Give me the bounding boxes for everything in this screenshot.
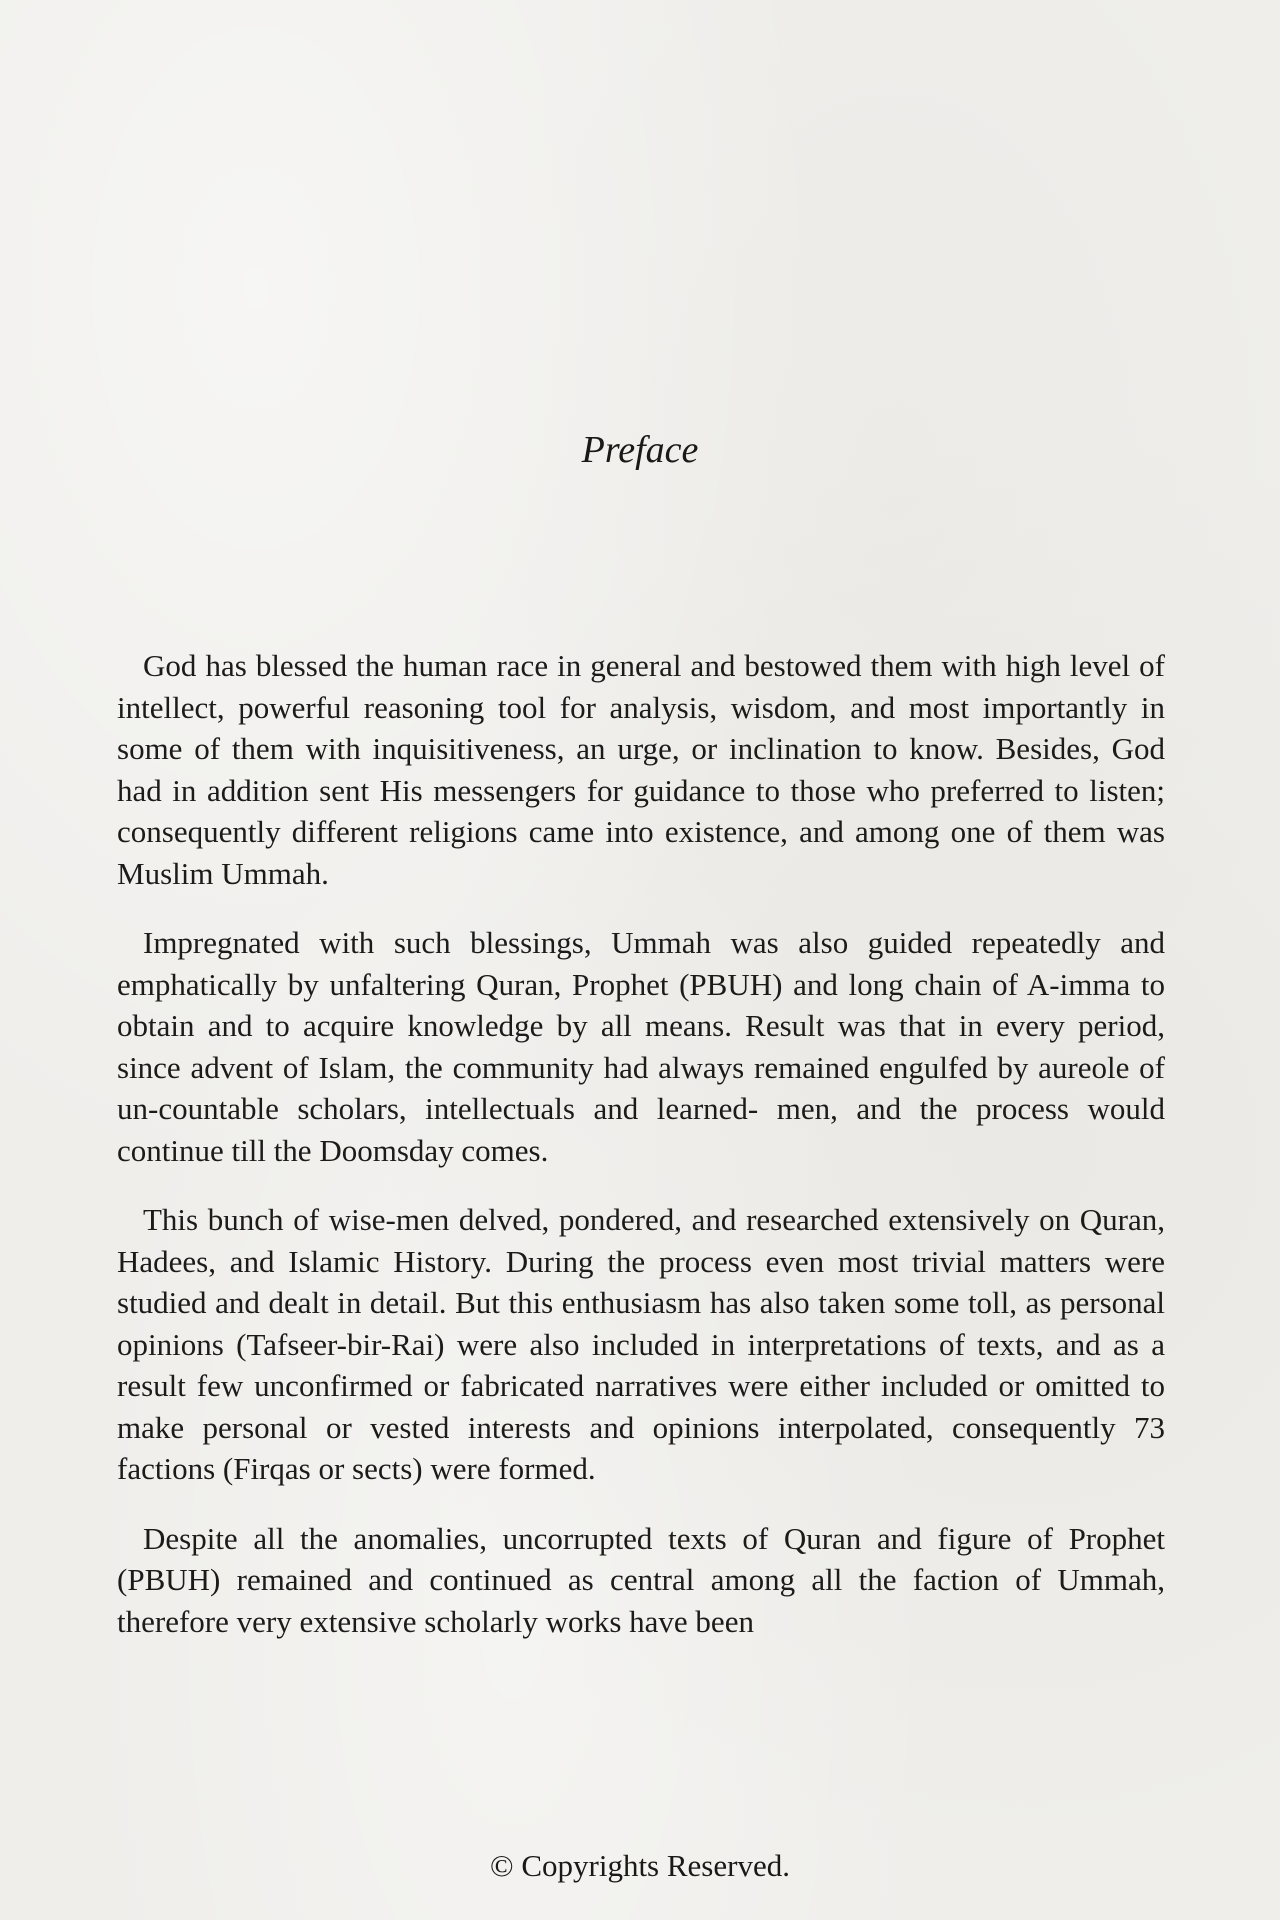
body-text [117, 645, 1165, 1670]
paragraph-3: This bunch of wise-men delved, pondered, and researched extensively on Quran, Hadees, and Islamic History. During the process even most trivial matters were studied and dealt in detail. But this enthusiasm has also taken some toll, as personal opinions (Tafseer-bir-Rai) were also included in interpretations of texts, and as a result few unconfirmed or fabricated narratives were either included or omitted to make personal or vested interests and opinions interpolated, consequently 73 factions (Firqas or sects) were formed. [117, 1202, 1165, 1486]
paragraph-1: God has blessed the human race in general and bestowed them with high level of intellect, powerful reasoning tool for analysis, wisdom, and most importantly in some of them with inquisitiveness, an urge, or inclination to know. Besides, God had in addition sent His messengers for guidance to those who preferred to listen; consequently different religions came into existence, and among one of them was Muslim Ummah. [117, 648, 1165, 891]
paragraph-2: Impregnated with such blessings, Ummah was also guided repeatedly and emphatically by unfaltering Quran, Prophet (PBUH) and long chain of A-imma to obtain and to acquire knowledge by all means. Result was that in every period, since advent of Islam, the community had always remained engulfed by aureole of un-countable scholars, intellectuals and learned- men, and the process would continue till the Doomsday comes. [117, 925, 1165, 1168]
copyright-footer: © Copyrights Reserved. [490, 1848, 790, 1883]
page-title: Preface [581, 429, 699, 471]
paragraph-4: Despite all the anomalies, uncorrupted texts of Quran and figure of Prophet (PBUH) remained and continued as central among all the faction of Ummah, therefore very extensive scholarly works have been [117, 1520, 1165, 1639]
